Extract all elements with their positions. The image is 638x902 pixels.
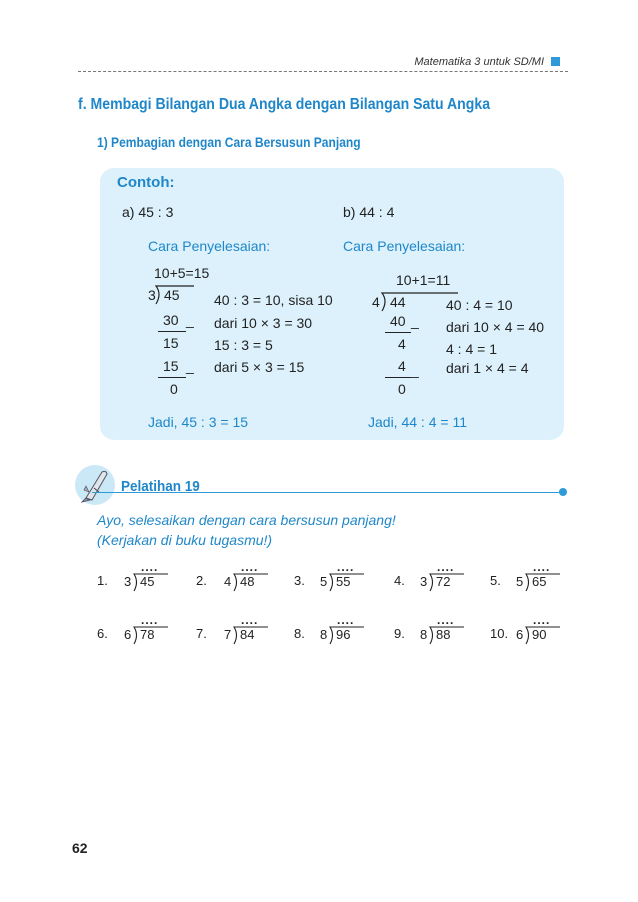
example-b-dividend: 44 <box>390 294 406 310</box>
problem-5-division <box>516 562 562 592</box>
example-b-minus-1: _ <box>411 313 419 329</box>
example-a-step-4: 0 <box>170 381 178 397</box>
problem-1-division <box>124 562 170 592</box>
example-b-step-4: 0 <box>398 381 406 397</box>
header-divider <box>78 71 568 72</box>
problem-dividend: 78 <box>140 627 155 642</box>
problem-number: 8. <box>294 626 305 641</box>
example-b-note-3: 4 : 4 = 1 <box>446 341 497 357</box>
rocket-icon <box>72 462 118 508</box>
exercise-instruction: Ayo, selesaikan dengan cara bersusun panjang! <box>97 512 396 528</box>
problem-dividend: 84 <box>240 627 255 642</box>
answer-placeholder: .... <box>533 560 551 574</box>
problem-number: 4. <box>394 573 405 588</box>
example-a-divisor: 3 <box>148 287 156 303</box>
example-a-minus-1: _ <box>186 312 194 328</box>
problem-divisor: 8 <box>320 627 328 642</box>
example-b-note-2: dari 10 × 4 = 40 <box>446 319 545 335</box>
example-a-dividend: 45 <box>164 287 180 303</box>
problem-divisor: 5 <box>516 574 524 589</box>
problem-number: 5. <box>490 573 501 588</box>
example-b-minus-2: _ <box>411 362 419 378</box>
problem-number: 10. <box>490 626 509 641</box>
example-b-note-4: dari 1 × 4 = 4 <box>446 360 529 376</box>
problem-2-division <box>224 562 270 592</box>
example-b-method-label: Cara Penyelesaian: <box>343 238 466 254</box>
problem-divisor: 6 <box>516 627 524 642</box>
example-b-conclusion: Jadi, 44 : 4 = 11 <box>368 414 467 430</box>
problem-dividend: 55 <box>336 574 351 589</box>
example-b-line-2 <box>385 377 411 378</box>
answer-placeholder: .... <box>241 560 259 574</box>
example-b-step-1: 40 <box>390 313 406 329</box>
answer-placeholder: .... <box>141 560 159 574</box>
problem-divisor: 7 <box>224 627 232 642</box>
example-a-note-3: 15 : 3 = 5 <box>214 337 273 353</box>
answer-placeholder: .... <box>437 560 455 574</box>
answer-placeholder: .... <box>533 613 551 627</box>
example-a-problem: a) 45 : 3 <box>122 204 174 220</box>
running-header: Matematika 3 untuk SD/MI <box>414 56 544 68</box>
problem-dividend: 72 <box>436 574 451 589</box>
example-a-quotient: 10+5=15 <box>154 265 210 281</box>
problem-number: 9. <box>394 626 405 641</box>
problem-dividend: 65 <box>532 574 547 589</box>
answer-placeholder: .... <box>241 613 259 627</box>
answer-placeholder: .... <box>437 613 455 627</box>
problem-dividend: 90 <box>532 627 547 642</box>
page-number: 62 <box>72 840 88 856</box>
exercise-title: Pelatihan 19 <box>121 478 200 495</box>
example-a-note-2: dari 10 × 3 = 30 <box>214 315 313 331</box>
problem-9-division <box>420 615 466 645</box>
problem-dividend: 88 <box>436 627 451 642</box>
problem-divisor: 3 <box>420 574 428 589</box>
problem-6-division <box>124 615 170 645</box>
problem-divisor: 5 <box>320 574 328 589</box>
example-heading: Contoh: <box>117 174 175 191</box>
example-b-step-3: 4 <box>398 358 406 374</box>
problem-divisor: 8 <box>420 627 428 642</box>
exercise-note: (Kerjakan di buku tugasmu!) <box>97 532 273 548</box>
example-a-minus-2: _ <box>186 358 194 374</box>
example-a-note-4: dari 5 × 3 = 15 <box>214 359 305 375</box>
example-a-method-label: Cara Penyelesaian: <box>148 238 271 254</box>
problem-number: 3. <box>294 573 305 588</box>
example-a-line-2 <box>158 377 186 378</box>
problem-divisor: 4 <box>224 574 232 589</box>
problem-8-division <box>320 615 366 645</box>
example-b-quotient: 10+1=11 <box>396 272 451 288</box>
problem-dividend: 96 <box>336 627 351 642</box>
example-b-divisor: 4 <box>372 294 380 310</box>
problem-7-division <box>224 615 270 645</box>
header-marker <box>551 57 560 66</box>
example-b-step-2: 4 <box>398 336 406 352</box>
problem-number: 1. <box>97 573 108 588</box>
problem-10-division <box>516 615 562 645</box>
answer-placeholder: .... <box>337 560 355 574</box>
problem-number: 2. <box>196 573 207 588</box>
answer-placeholder: .... <box>337 613 355 627</box>
problem-4-division <box>420 562 466 592</box>
example-a-conclusion: Jadi, 45 : 3 = 15 <box>148 414 249 430</box>
example-a-step-1: 30 <box>163 312 179 328</box>
problem-number: 7. <box>196 626 207 641</box>
problem-dividend: 48 <box>240 574 255 589</box>
example-b-note-1: 40 : 4 = 10 <box>446 297 513 313</box>
example-a-note-1: 40 : 3 = 10, sisa 10 <box>214 292 333 308</box>
exercise-divider-dot <box>559 488 567 496</box>
answer-placeholder: .... <box>141 613 159 627</box>
problem-dividend: 45 <box>140 574 155 589</box>
example-a-step-3: 15 <box>163 358 179 374</box>
example-b-problem: b) 44 : 4 <box>343 204 395 220</box>
problem-divisor: 3 <box>124 574 132 589</box>
example-a-step-2: 15 <box>163 335 179 351</box>
subsection-title: 1) Pembagian dengan Cara Bersusun Panjang <box>97 134 361 150</box>
example-a-line-1 <box>158 331 186 332</box>
example-b-line-1 <box>385 332 411 333</box>
problem-divisor: 6 <box>124 627 132 642</box>
problem-3-division <box>320 562 366 592</box>
problem-number: 6. <box>97 626 108 641</box>
section-title: f. Membagi Bilangan Dua Angka dengan Bilangan Satu Angka <box>78 96 491 113</box>
